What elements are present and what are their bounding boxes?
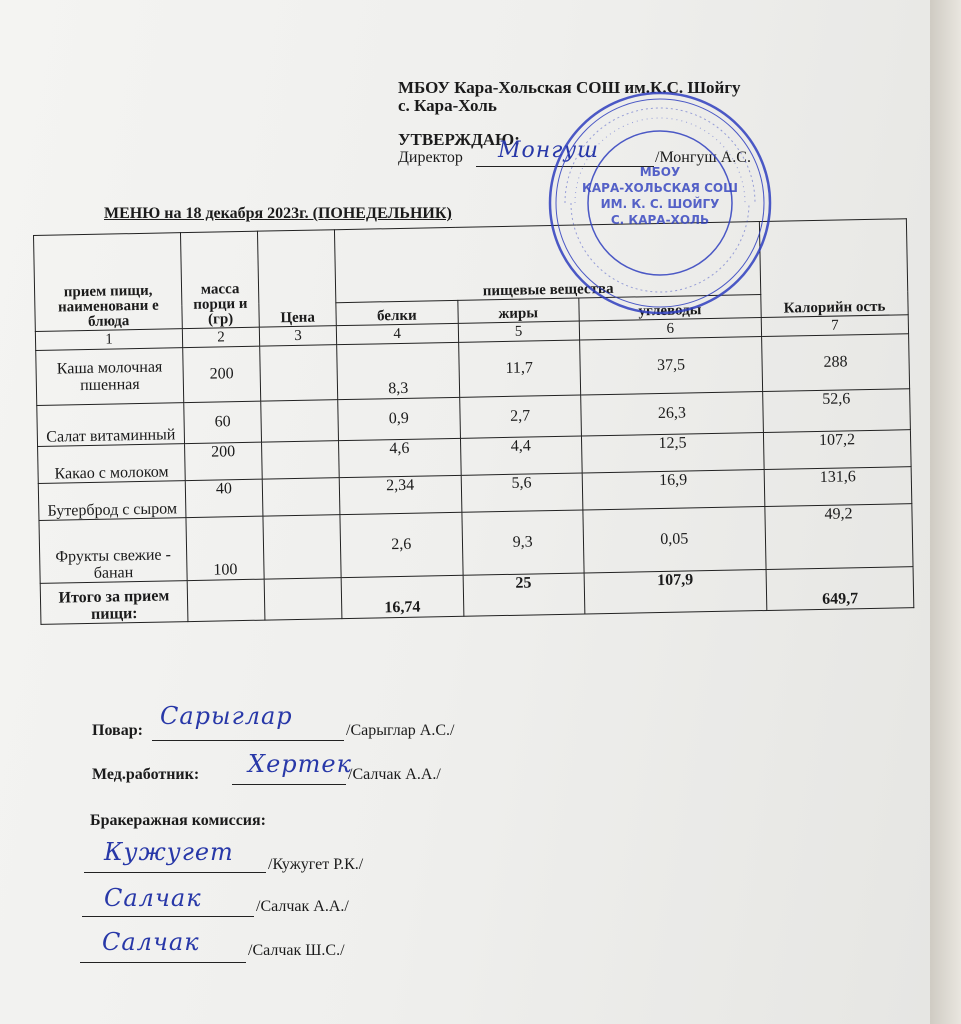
table-header-row bbox=[34, 219, 908, 308]
school-name: МБОУ Кара-Хольская СОШ им.К.С. Шойгу bbox=[398, 78, 741, 97]
col-number: 3 bbox=[259, 326, 336, 346]
dish-fat: 11,7 bbox=[458, 340, 580, 397]
dish-name: Каша молочная пшенная bbox=[36, 348, 184, 406]
col-number: 5 bbox=[458, 321, 580, 342]
med-name: /Салчак А.А./ bbox=[348, 766, 441, 783]
school-stamp bbox=[545, 88, 775, 318]
dish-mass: 100 bbox=[186, 516, 264, 580]
dish-protein: 8,3 bbox=[337, 342, 460, 399]
dish-carbs: 16,9 bbox=[582, 470, 765, 510]
member1-name: /Кужугет Р.К./ bbox=[268, 856, 364, 873]
dish-protein: 2,6 bbox=[340, 512, 463, 577]
dish-price bbox=[260, 345, 338, 401]
dish-name: Какао с молоком bbox=[38, 444, 186, 484]
dish-price bbox=[262, 441, 340, 479]
dish-price bbox=[262, 478, 340, 516]
dish-calories: 107,2 bbox=[763, 430, 911, 470]
header-carbs: углеводы bbox=[579, 294, 762, 321]
med-label: Мед.работник: bbox=[92, 766, 200, 783]
col-number: 6 bbox=[579, 318, 762, 340]
total-label: Итого за прием пищи: bbox=[40, 581, 188, 625]
member3-signature: Салчак bbox=[102, 928, 200, 956]
dish-fat: 2,7 bbox=[459, 395, 581, 438]
stamp-line: ИМ. К. С. ШОЙГУ bbox=[600, 197, 720, 211]
dish-price bbox=[261, 400, 339, 442]
dish-name: Бутерброд с сыром bbox=[38, 481, 186, 521]
dish-mass: 200 bbox=[183, 346, 261, 402]
stamp-line: КАРА-ХОЛЬСКАЯ СОШ bbox=[582, 181, 738, 195]
total-calories: 649,7 bbox=[766, 567, 914, 611]
col-number: 7 bbox=[761, 315, 908, 337]
page-edge bbox=[930, 0, 961, 1024]
col-number: 2 bbox=[182, 327, 259, 347]
dish-carbs: 12,5 bbox=[581, 433, 764, 473]
total-mass bbox=[187, 579, 265, 621]
dish-calories: 49,2 bbox=[765, 504, 913, 570]
stamp-line: С. КАРА-ХОЛЬ bbox=[610, 213, 710, 227]
dish-calories: 131,6 bbox=[764, 467, 912, 507]
dish-mass: 60 bbox=[184, 401, 262, 443]
dish-price bbox=[263, 515, 341, 579]
director-name: /Монгуш А.С. bbox=[655, 149, 751, 166]
village-name: с. Кара-Холь bbox=[398, 96, 497, 115]
header-price: Цена bbox=[257, 230, 336, 327]
commission-label: Бракеражная комиссия: bbox=[90, 812, 266, 829]
total-carbs: 107,9 bbox=[584, 569, 767, 613]
dish-name: Салат витаминный bbox=[37, 403, 185, 447]
total-protein: 16,74 bbox=[341, 575, 463, 618]
header-fat: жиры bbox=[457, 298, 579, 324]
director-label: Директор bbox=[398, 149, 463, 166]
dish-protein: 0,9 bbox=[338, 397, 460, 440]
dish-calories: 288 bbox=[762, 334, 910, 392]
col-number: 4 bbox=[336, 323, 458, 344]
dish-name: Фрукты свежие - банан bbox=[39, 518, 187, 584]
member2-name: /Салчак А.А./ bbox=[256, 898, 349, 915]
approve-label: УТВЕРЖДАЮ: bbox=[398, 130, 520, 149]
dish-fat: 9,3 bbox=[461, 510, 583, 575]
cook-name: /Сарыглар А.С./ bbox=[346, 722, 455, 739]
med-signature: Хертек bbox=[248, 750, 352, 778]
stamp-line: МБОУ bbox=[639, 165, 681, 179]
dish-fat: 5,6 bbox=[461, 473, 583, 512]
menu-table bbox=[33, 218, 914, 625]
director-signature: Монгуш bbox=[498, 138, 599, 163]
dish-protein: 2,34 bbox=[339, 475, 461, 514]
cook-signature: Сарыглар bbox=[160, 702, 293, 730]
header-calories: Калорийн ость bbox=[759, 219, 908, 318]
member1-signature: Кужугет bbox=[104, 838, 234, 866]
dish-fat: 4,4 bbox=[460, 436, 582, 475]
dish-carbs: 26,3 bbox=[580, 392, 763, 436]
total-fat: 25 bbox=[463, 573, 585, 616]
header-nutrients: пищевые вещества bbox=[334, 222, 760, 303]
dish-mass: 40 bbox=[185, 479, 263, 517]
menu-title: МЕНЮ на 18 декабря 2023г. (ПОНЕДЕЛЬНИК) bbox=[104, 205, 452, 222]
member2-signature: Салчак bbox=[104, 884, 202, 912]
dish-carbs: 37,5 bbox=[579, 337, 762, 395]
header-protein: белки bbox=[336, 300, 458, 326]
header-dish: прием пищи, наименовани е блюда bbox=[34, 233, 183, 332]
dish-mass: 200 bbox=[185, 442, 263, 480]
header-mass: масса порци и (гр) bbox=[180, 231, 259, 328]
dish-calories: 52,6 bbox=[763, 389, 911, 433]
dish-protein: 4,6 bbox=[339, 438, 461, 477]
col-number: 1 bbox=[35, 329, 182, 351]
total-price bbox=[264, 578, 342, 620]
member3-name: /Салчак Ш.С./ bbox=[248, 942, 345, 959]
dish-carbs: 0,05 bbox=[583, 507, 766, 573]
cook-label: Повар: bbox=[92, 722, 143, 739]
